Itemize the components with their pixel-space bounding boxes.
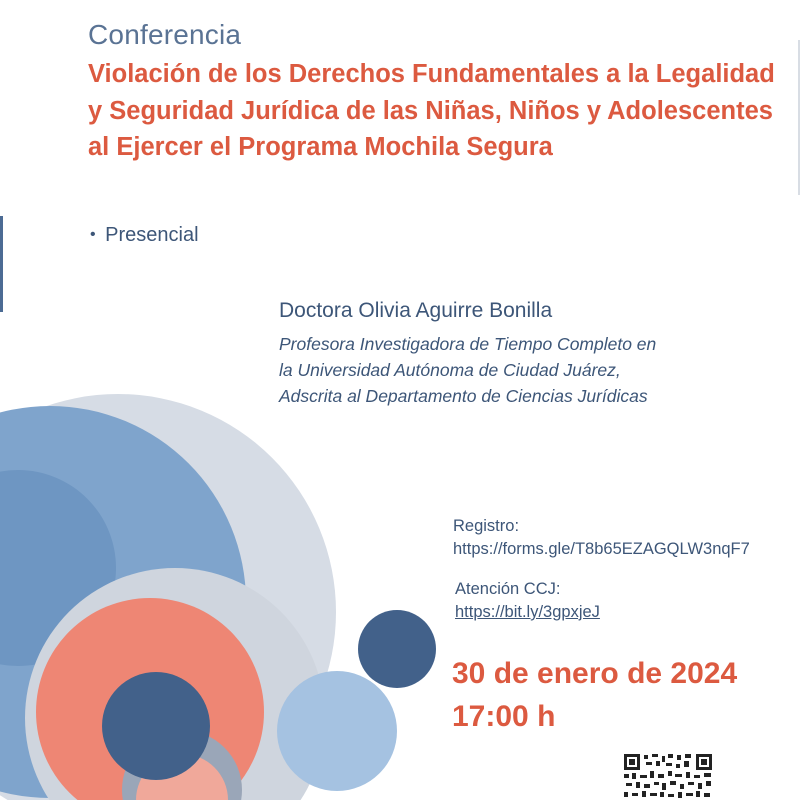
decor-circle <box>358 610 436 688</box>
bullet-icon: • <box>90 226 96 243</box>
contact-label: Atención CCJ: <box>455 580 561 598</box>
event-time: 17:00 h <box>452 700 556 733</box>
registration-label: Registro: <box>453 517 520 535</box>
conference-title: Violación de los Derechos Fundamentales a la Legalidad y Seguridad Jurídica de las Niñas, Niños y Adolescentes al Ejercer el Programa Mochila Segura <box>88 60 775 161</box>
speaker-role-line: la Universidad Autónoma de Ciudad Juárez, <box>279 360 621 380</box>
registration-link[interactable]: https://forms.gle/T8b65EZAGQLW3nqF7 <box>453 540 750 558</box>
decor-circle <box>102 672 210 780</box>
event-type-label: Conferencia <box>88 19 242 50</box>
contact-link[interactable]: https://bit.ly/3gpxjeJ <box>455 603 600 621</box>
decor-circle <box>277 671 397 791</box>
modality-label: Presencial <box>105 224 199 246</box>
event-date: 30 de enero de 2024 <box>452 657 738 690</box>
speaker-role-line: Adscrita al Departamento de Ciencias Jurídicas <box>279 386 648 406</box>
speaker-name: Doctora Olivia Aguirre Bonilla <box>279 299 553 322</box>
speaker-role-line: Profesora Investigadora de Tiempo Completo en <box>279 334 657 354</box>
qr-code-icon[interactable] <box>622 752 714 800</box>
